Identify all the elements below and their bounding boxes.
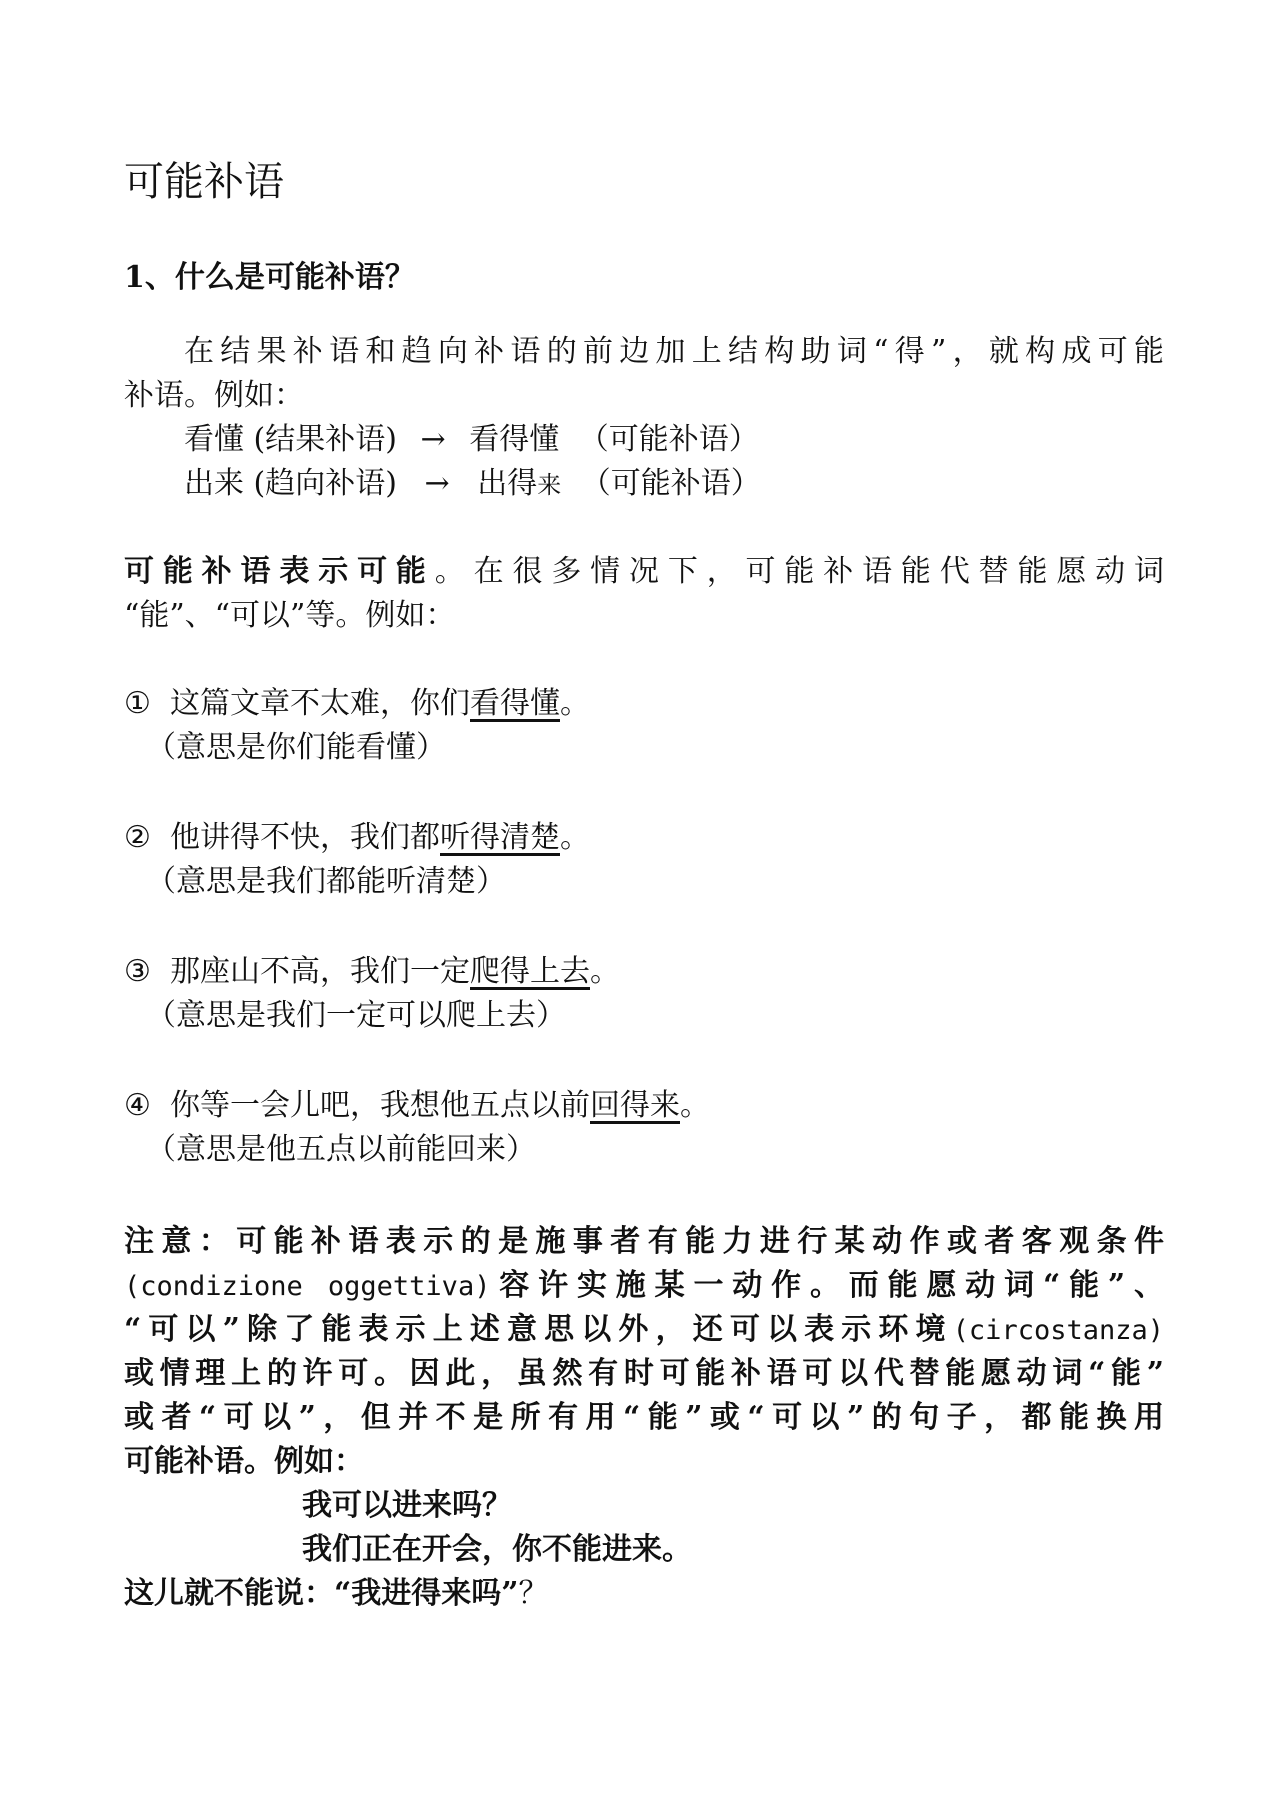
note-label: 注意：可能补语 (124, 1224, 386, 1259)
sentence-2 (124, 816, 590, 860)
example-base-type: (结果补语) (253, 422, 397, 457)
note-final-punct: ？ (518, 1576, 549, 1611)
example-base: 看懂 (184, 422, 244, 457)
number-marker: ① (124, 686, 151, 721)
sentence-text: 你等一会儿吧，我想他五点以前 (170, 1088, 590, 1123)
example-base: 出来 (184, 466, 244, 501)
example-row-1 (184, 418, 759, 462)
meaning-4: （意思是他五点以前能回来） (146, 1132, 536, 1167)
underlined-complement: 爬得上去 (470, 954, 590, 989)
sentence-punct: 。 (590, 954, 620, 989)
note-text: “可以”除了能表示上述意思以外，还可以表示环境 (124, 1312, 953, 1347)
section-heading-what-is: 1、什么是可能补语？ (124, 260, 415, 295)
note-line-1 (124, 1220, 1164, 1264)
note-final-text: 这儿就不能说：“我进得来吗” (124, 1576, 519, 1611)
underlined-complement: 听得清楚 (440, 820, 560, 855)
example-result-small: 来 (537, 471, 562, 499)
possibility-lead-bold: 可能补语表示可能 (124, 554, 435, 589)
number-marker: ② (124, 820, 151, 855)
number-marker: ④ (124, 1088, 151, 1123)
number-marker: ③ (124, 954, 151, 989)
note-line-3 (124, 1308, 1164, 1353)
page-title: 可能补语 (124, 159, 284, 205)
intro-line-1: 在结果补语和趋向补语的前边加上结构助词“得”，就构成可能 (184, 334, 1164, 369)
meaning-2: （意思是我们都能听清楚） (146, 864, 506, 899)
possibility-lead-rest: 。在很多情况下，可能补语能代替能愿动词 (434, 554, 1165, 589)
document-page (124, 0, 1164, 1811)
italian-term: (circostanza) (952, 1315, 1164, 1346)
meaning-3: （意思是我们一定可以爬上去） (146, 998, 566, 1033)
note-text: 容许实施某一动作。而能愿动词“能”、 (490, 1268, 1164, 1303)
note-example-1: 我可以进来吗？ (302, 1488, 512, 1523)
note-final-line (124, 1572, 549, 1616)
note-line-6: 可能补语。例如： (124, 1444, 364, 1479)
sentence-punct: 。 (560, 686, 590, 721)
underlined-complement: 回得来 (590, 1088, 680, 1123)
example-result-type: （可能补语） (578, 422, 759, 457)
sentence-punct: 。 (680, 1088, 710, 1123)
intro-line-2: 补语。例如： (124, 378, 304, 413)
underlined-complement: 看得懂 (470, 686, 560, 721)
possibility-line-2: “能”、“可以”等。例如： (124, 598, 456, 633)
note-line-4: 或情理上的许可。因此，虽然有时可能补语可以代替能愿动词“能” (124, 1356, 1164, 1391)
sentence-punct: 。 (560, 820, 590, 855)
sentence-text: 他讲得不快，我们都 (170, 820, 440, 855)
sentence-1 (124, 682, 590, 726)
example-base-type: (趋向补语) (253, 466, 397, 501)
meaning-1: （意思是你们能看懂） (146, 730, 446, 765)
example-row-2 (184, 462, 761, 507)
sentence-3 (124, 950, 620, 994)
example-result-type: （可能补语） (580, 466, 761, 501)
arrow-icon: → (424, 466, 450, 501)
example-result: 看得懂 (469, 422, 560, 457)
note-line-2 (124, 1264, 1164, 1309)
sentence-text: 那座山不高，我们一定 (170, 954, 470, 989)
arrow-icon: → (420, 422, 446, 457)
possibility-lead-line (124, 550, 1164, 594)
example-result: 出得 (477, 466, 538, 501)
italian-term: (condizione oggettiva) (124, 1271, 491, 1302)
sentence-text: 这篇文章不太难，你们 (170, 686, 470, 721)
note-example-2: 我们正在开会，你不能进来。 (302, 1532, 692, 1567)
note-text: 表示的是施事者有能力进行某动作或者客观条件 (385, 1224, 1165, 1259)
sentence-4 (124, 1084, 710, 1128)
note-line-5: 或者“可以”，但并不是所有用“能”或“可以”的句子，都能换用 (124, 1400, 1164, 1435)
